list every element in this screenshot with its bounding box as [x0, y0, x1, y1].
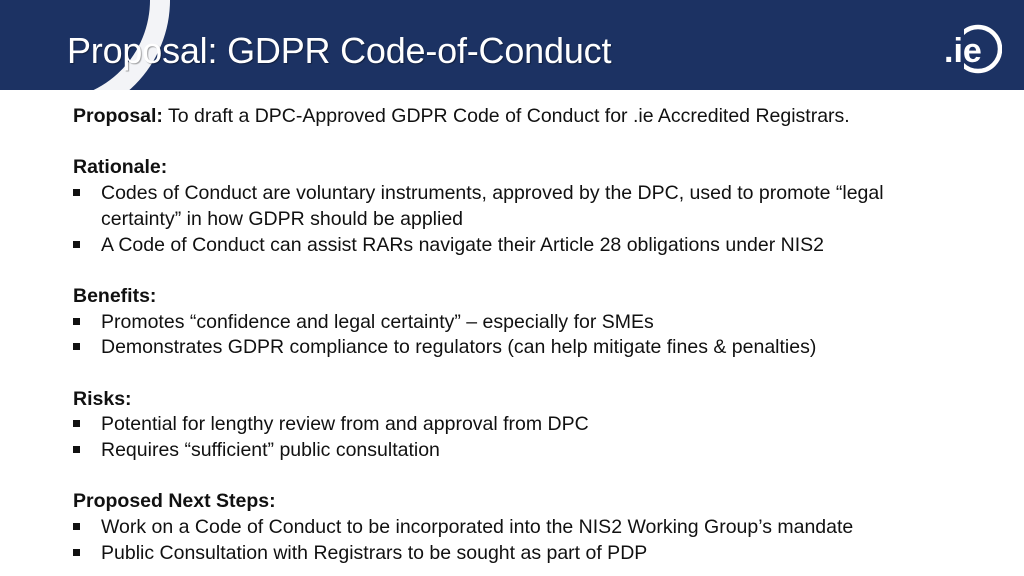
slide-header: [0, 0, 1024, 90]
rationale-heading: Rationale:: [73, 156, 168, 179]
svg-text:.ie: .ie: [944, 32, 982, 70]
benefits-item: Demonstrates GDPR compliance to regulators (can help mitigate fines & penalties): [73, 335, 1003, 361]
proposal-label: Proposal:: [73, 105, 163, 127]
risks-heading: Risks:: [73, 387, 132, 410]
risks-item: Requires “sufficient” public consultation: [73, 438, 1003, 464]
bullet-square-icon: [73, 523, 80, 530]
rationale-item: A Code of Conduct can assist RARs navigate their Article 28 obligations under NIS2: [73, 233, 1003, 259]
benefits-heading: Benefits:: [73, 284, 157, 307]
bullet-square-icon: [73, 446, 80, 453]
benefits-item: Promotes “confidence and legal certainty” – especially for SMEs: [73, 310, 1003, 336]
rationale-item: Codes of Conduct are voluntary instruments, approved by the DPC, used to promote “legal certainty” in how GDPR should be applied: [73, 181, 931, 232]
risks-item: Potential for lengthy review from and approval from DPC: [73, 412, 1003, 438]
next-steps-heading: Proposed Next Steps:: [73, 490, 276, 513]
bullet-square-icon: [73, 343, 80, 350]
ie-logo: [940, 18, 1002, 80]
bullet-square-icon: [73, 318, 80, 325]
proposal-text: To draft a DPC-Approved GDPR Code of Conduct for .ie Accredited Registrars.: [162, 105, 850, 127]
proposal-statement: [73, 104, 1003, 130]
bullet-square-icon: [73, 549, 80, 556]
next-steps-item: Work on a Code of Conduct to be incorporated into the NIS2 Working Group’s mandate: [73, 515, 1003, 541]
slide-title: Proposal: GDPR Code-of-Conduct: [67, 30, 612, 71]
slide-body: [73, 104, 1003, 567]
bullet-square-icon: [73, 420, 80, 427]
next-steps-item: Public Consultation with Registrars to be sought as part of PDP: [73, 541, 1003, 567]
bullet-square-icon: [73, 241, 80, 248]
bullet-square-icon: [73, 189, 80, 196]
